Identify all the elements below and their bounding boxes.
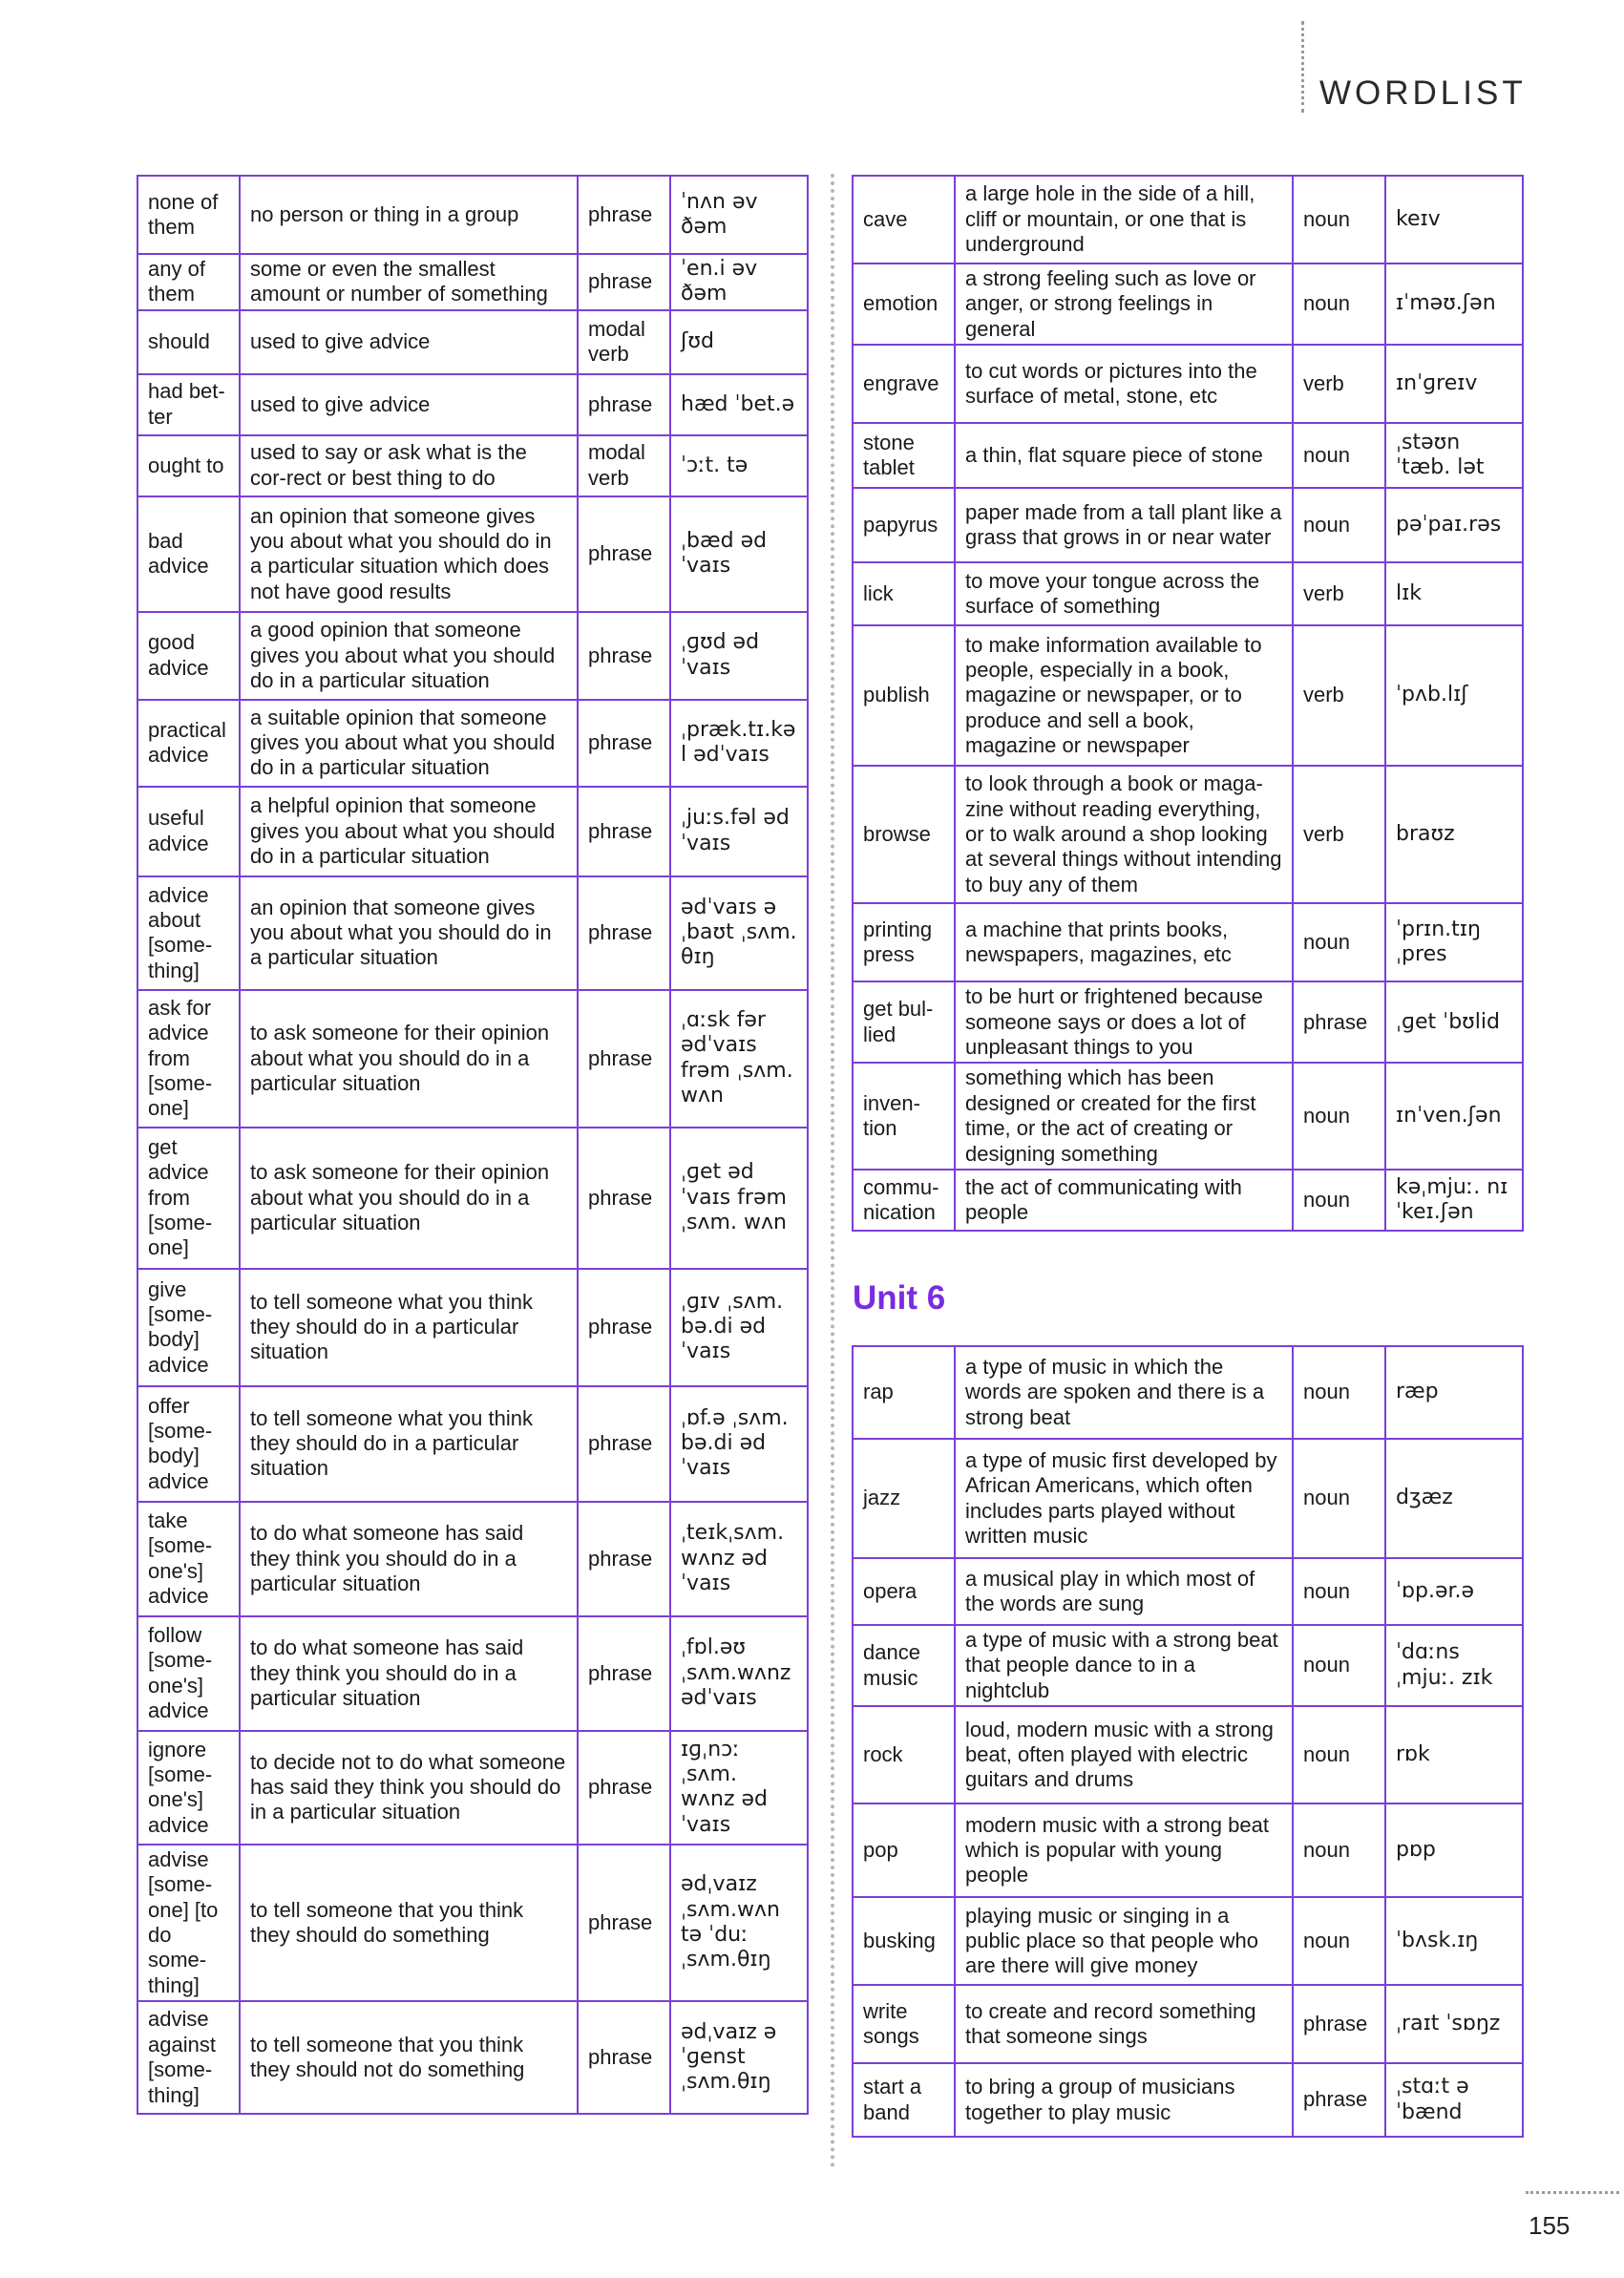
- entry-part-of-speech: phrase: [578, 374, 670, 435]
- entry-part-of-speech: verb: [1293, 766, 1385, 903]
- entry-definition: to make information available to people, especially in a book, magazine or newspaper, or to produce and sell a book, magazine or newspaper: [955, 625, 1293, 766]
- wordlist-row: [137, 1269, 808, 1386]
- wordlist-row: [137, 1845, 808, 2001]
- entry-definition: a strong feeling such as love or anger, or strong feelings in general: [955, 264, 1293, 345]
- entry-definition: an opinion that someone gives you about what you should do in a particular situation: [240, 876, 578, 990]
- entry-part-of-speech: noun: [1293, 488, 1385, 562]
- entry-word: useful advice: [137, 787, 240, 876]
- entry-part-of-speech: noun: [1293, 1625, 1385, 1706]
- entry-word: good advice: [137, 612, 240, 700]
- entry-part-of-speech: phrase: [578, 1269, 670, 1386]
- entry-pronunciation: ˈɔːt. tə: [670, 435, 808, 496]
- entry-part-of-speech: phrase: [578, 496, 670, 612]
- entry-part-of-speech: phrase: [1293, 2063, 1385, 2137]
- entry-pronunciation: ˌɡet ˈbʊlid: [1385, 981, 1523, 1063]
- entry-part-of-speech: noun: [1293, 1346, 1385, 1439]
- entry-pronunciation: pɒp: [1385, 1803, 1523, 1897]
- entry-definition: playing music or singing in a public place so that people who are there will give money: [955, 1897, 1293, 1985]
- entry-word: browse: [853, 766, 955, 903]
- entry-word: papyrus: [853, 488, 955, 562]
- entry-word: ought to: [137, 435, 240, 496]
- entry-pronunciation: ˈprɪn.tɪŋ ˌpres: [1385, 903, 1523, 981]
- wordlist-row: [853, 1558, 1523, 1625]
- entry-pronunciation: ədˌvaɪz əˈɡenst ˌsʌm.θɪŋ: [670, 2001, 808, 2114]
- entry-pronunciation: ˈnʌn əv ðəm: [670, 176, 808, 254]
- entry-word: rock: [853, 1706, 955, 1803]
- entry-pronunciation: ɪɡˌnɔː ˌsʌm. wʌnz ədˈvaɪs: [670, 1731, 808, 1845]
- entry-word: had bet-ter: [137, 374, 240, 435]
- wordlist-row: [853, 1439, 1523, 1558]
- entry-part-of-speech: verb: [1293, 345, 1385, 423]
- entry-definition: a type of music in which the words are spoken and there is a strong beat: [955, 1346, 1293, 1439]
- section-heading: Unit 6: [853, 1279, 946, 1317]
- wordlist-row: [853, 1346, 1523, 1439]
- wordlist-row: [137, 2001, 808, 2114]
- entry-part-of-speech: noun: [1293, 176, 1385, 264]
- wordlist-row: [853, 981, 1523, 1063]
- entry-word: bad advice: [137, 496, 240, 612]
- entry-word: stone tablet: [853, 423, 955, 488]
- entry-part-of-speech: phrase: [578, 1731, 670, 1845]
- entry-pronunciation: pəˈpaɪ.rəs: [1385, 488, 1523, 562]
- wordlist-row: [853, 488, 1523, 562]
- wordlist-row: [137, 435, 808, 496]
- entry-word: opera: [853, 1558, 955, 1625]
- wordlist-row: [853, 1625, 1523, 1706]
- entry-part-of-speech: phrase: [1293, 981, 1385, 1063]
- entry-part-of-speech: phrase: [578, 700, 670, 787]
- entry-word: printing press: [853, 903, 955, 981]
- entry-definition: to bring a group of musicians together to play music: [955, 2063, 1293, 2137]
- entry-pronunciation: lɪk: [1385, 562, 1523, 625]
- wordlist-row: [137, 310, 808, 374]
- entry-word: practical advice: [137, 700, 240, 787]
- entry-part-of-speech: noun: [1293, 423, 1385, 488]
- wordlist-table-unit6: [852, 1345, 1524, 2138]
- entry-word: emotion: [853, 264, 955, 345]
- entry-definition: to do what someone has said they think you should do in a particular situation: [240, 1502, 578, 1616]
- entry-pronunciation: ˈpʌb.lɪʃ: [1385, 625, 1523, 766]
- entry-part-of-speech: phrase: [578, 1386, 670, 1502]
- entry-pronunciation: ɪˈməʊ.ʃən: [1385, 264, 1523, 345]
- running-header: WORDLIST: [1319, 74, 1527, 112]
- entry-definition: paper made from a tall plant like a grass that grows in or near water: [955, 488, 1293, 562]
- entry-definition: to tell someone what you think they should do in a particular situation: [240, 1386, 578, 1502]
- wordlist-row: [853, 264, 1523, 345]
- entry-part-of-speech: verb: [1293, 625, 1385, 766]
- entry-definition: to look through a book or maga-zine without reading everything, or to walk around a shop looking at several things without intending to buy any of them: [955, 766, 1293, 903]
- wordlist-row: [853, 423, 1523, 488]
- entry-definition: a musical play in which most of the words are sung: [955, 1558, 1293, 1625]
- entry-definition: the act of communicating with people: [955, 1170, 1293, 1231]
- entry-pronunciation: hæd ˈbet.ə: [670, 374, 808, 435]
- entry-part-of-speech: phrase: [578, 990, 670, 1128]
- entry-definition: a suitable opinion that someone gives you about what you should do in a particular situation: [240, 700, 578, 787]
- entry-definition: something which has been designed or created for the first time, or the act of creating or designing something: [955, 1063, 1293, 1170]
- entry-word: inven-tion: [853, 1063, 955, 1170]
- entry-pronunciation: braʊz: [1385, 766, 1523, 903]
- entry-definition: used to give advice: [240, 310, 578, 374]
- entry-word: start a band: [853, 2063, 955, 2137]
- entry-part-of-speech: phrase: [578, 1616, 670, 1731]
- entry-pronunciation: ˈdɑːns ˌmjuː. zɪk: [1385, 1625, 1523, 1706]
- wordlist-row: [137, 1616, 808, 1731]
- entry-pronunciation: ɪnˈven.ʃən: [1385, 1063, 1523, 1170]
- entry-definition: a type of music first developed by African Americans, which often includes parts played without written music: [955, 1439, 1293, 1558]
- entry-part-of-speech: modal verb: [578, 310, 670, 374]
- entry-part-of-speech: noun: [1293, 1439, 1385, 1558]
- entry-word: advise against [some-thing]: [137, 2001, 240, 2114]
- entry-word: publish: [853, 625, 955, 766]
- header-divider: [1301, 21, 1304, 113]
- wordlist-row: [853, 562, 1523, 625]
- entry-definition: to cut words or pictures into the surface of metal, stone, etc: [955, 345, 1293, 423]
- entry-part-of-speech: phrase: [578, 1845, 670, 2001]
- entry-word: get bul-lied: [853, 981, 955, 1063]
- entry-definition: to ask someone for their opinion about what you should do in a particular situation: [240, 1128, 578, 1269]
- wordlist-row: [137, 374, 808, 435]
- entry-part-of-speech: noun: [1293, 1803, 1385, 1897]
- entry-word: commu-nication: [853, 1170, 955, 1231]
- entry-word: get advice from [some-one]: [137, 1128, 240, 1269]
- entry-pronunciation: ˌpræk.tɪ.kəl ədˈvaɪs: [670, 700, 808, 787]
- entry-pronunciation: ˌjuːs.fəl ədˈvaɪs: [670, 787, 808, 876]
- entry-definition: a good opinion that someone gives you about what you should do in a particular situation: [240, 612, 578, 700]
- entry-word: advice about [some-thing]: [137, 876, 240, 990]
- wordlist-row: [137, 176, 808, 254]
- wordlist-row: [137, 612, 808, 700]
- entry-part-of-speech: noun: [1293, 1558, 1385, 1625]
- wordlist-row: [137, 990, 808, 1128]
- entry-definition: to tell someone that you think they should not do something: [240, 2001, 578, 2114]
- entry-word: ask for advice from [some-one]: [137, 990, 240, 1128]
- wordlist-row: [137, 1731, 808, 1845]
- entry-pronunciation: kəˌmjuː. nɪˈkeɪ.ʃən: [1385, 1170, 1523, 1231]
- entry-part-of-speech: phrase: [578, 176, 670, 254]
- entry-part-of-speech: phrase: [578, 254, 670, 310]
- entry-pronunciation: ˈbʌsk.ɪŋ: [1385, 1897, 1523, 1985]
- entry-pronunciation: ədˈvaɪs əˌbaʊt ˌsʌm. θɪŋ: [670, 876, 808, 990]
- wordlist-row: [137, 1386, 808, 1502]
- entry-pronunciation: ˌɒf.ə ˌsʌm. bə.di ədˈvaɪs: [670, 1386, 808, 1502]
- entry-definition: a thin, flat square piece of stone: [955, 423, 1293, 488]
- entry-part-of-speech: phrase: [578, 787, 670, 876]
- column-divider: [831, 174, 834, 2169]
- entry-word: advise [some-one] [to do some-thing]: [137, 1845, 240, 2001]
- entry-definition: loud, modern music with a strong beat, often played with electric guitars and drums: [955, 1706, 1293, 1803]
- entry-word: write songs: [853, 1985, 955, 2063]
- entry-word: rap: [853, 1346, 955, 1439]
- wordlist-table-right: [852, 175, 1524, 1232]
- entry-part-of-speech: phrase: [578, 1128, 670, 1269]
- entry-pronunciation: ˈɒp.ər.ə: [1385, 1558, 1523, 1625]
- entry-part-of-speech: noun: [1293, 1706, 1385, 1803]
- wordlist-row: [853, 625, 1523, 766]
- wordlist-row: [853, 903, 1523, 981]
- entry-part-of-speech: verb: [1293, 562, 1385, 625]
- entry-definition: some or even the smallest amount or number of something: [240, 254, 578, 310]
- entry-pronunciation: ˌraɪt ˈsɒŋz: [1385, 1985, 1523, 2063]
- entry-pronunciation: ˌɡɪv ˌsʌm. bə.di ədˈvaɪs: [670, 1269, 808, 1386]
- page-number: 155: [1529, 2211, 1571, 2240]
- wordlist-row: [853, 1170, 1523, 1231]
- wordlist-row: [853, 2063, 1523, 2137]
- wordlist-row: [137, 496, 808, 612]
- entry-pronunciation: ˌstɑːt ə ˈbænd: [1385, 2063, 1523, 2137]
- entry-word: jazz: [853, 1439, 955, 1558]
- entry-part-of-speech: noun: [1293, 264, 1385, 345]
- entry-definition: a machine that prints books, newspapers, magazines, etc: [955, 903, 1293, 981]
- entry-pronunciation: ˌbæd ədˈvaɪs: [670, 496, 808, 612]
- entry-part-of-speech: noun: [1293, 903, 1385, 981]
- entry-word: cave: [853, 176, 955, 264]
- entry-definition: to do what someone has said they think you should do in a particular situation: [240, 1616, 578, 1731]
- entry-definition: to tell someone what you think they should do in a particular situation: [240, 1269, 578, 1386]
- entry-pronunciation: ˈen.i əv ðəm: [670, 254, 808, 310]
- entry-pronunciation: ˌɑːsk fər ədˈvaɪs frəm ˌsʌm. wʌn: [670, 990, 808, 1128]
- entry-part-of-speech: phrase: [578, 1502, 670, 1616]
- entry-definition: to decide not to do what someone has said they think you should do in a particular situation: [240, 1731, 578, 1845]
- wordlist-row: [137, 876, 808, 990]
- entry-definition: used to say or ask what is the cor-rect or best thing to do: [240, 435, 578, 496]
- entry-pronunciation: ˌstəʊn ˈtæb. lət: [1385, 423, 1523, 488]
- wordlist-row: [137, 1502, 808, 1616]
- entry-definition: a type of music with a strong beat that people dance to in a nightclub: [955, 1625, 1293, 1706]
- wordlist-row: [853, 1985, 1523, 2063]
- entry-pronunciation: ədˌvaɪz ˌsʌm.wʌn tə ˈduː ˌsʌm.θɪŋ: [670, 1845, 808, 2001]
- entry-word: busking: [853, 1897, 955, 1985]
- entry-part-of-speech: noun: [1293, 1170, 1385, 1231]
- entry-word: take [some-one's] advice: [137, 1502, 240, 1616]
- entry-pronunciation: ˌteɪkˌsʌm. wʌnz ədˈvaɪs: [670, 1502, 808, 1616]
- entry-part-of-speech: phrase: [578, 2001, 670, 2114]
- entry-word: should: [137, 310, 240, 374]
- entry-pronunciation: ˌfɒl.əʊ ˌsʌm.wʌnz ədˈvaɪs: [670, 1616, 808, 1731]
- entry-word: lick: [853, 562, 955, 625]
- page-number-divider: [1526, 2191, 1619, 2194]
- entry-definition: no person or thing in a group: [240, 176, 578, 254]
- wordlist-table-left: [137, 175, 809, 2115]
- wordlist-row: [137, 1128, 808, 1269]
- entry-part-of-speech: phrase: [578, 876, 670, 990]
- wordlist-row: [853, 1897, 1523, 1985]
- entry-definition: to be hurt or frightened because someone says or does a lot of unpleasant things to you: [955, 981, 1293, 1063]
- entry-word: any of them: [137, 254, 240, 310]
- entry-word: pop: [853, 1803, 955, 1897]
- entry-word: engrave: [853, 345, 955, 423]
- entry-word: ignore [some-one's] advice: [137, 1731, 240, 1845]
- entry-pronunciation: ˌɡʊd ədˈvaɪs: [670, 612, 808, 700]
- entry-part-of-speech: phrase: [578, 612, 670, 700]
- entry-word: none of them: [137, 176, 240, 254]
- wordlist-row: [853, 1803, 1523, 1897]
- entry-definition: a large hole in the side of a hill, cliff or mountain, or one that is underground: [955, 176, 1293, 264]
- entry-pronunciation: ɪnˈɡreɪv: [1385, 345, 1523, 423]
- entry-definition: a helpful opinion that someone gives you about what you should do in a particular situation: [240, 787, 578, 876]
- wordlist-row: [853, 1706, 1523, 1803]
- entry-word: follow [some-one's] advice: [137, 1616, 240, 1731]
- entry-word: dance music: [853, 1625, 955, 1706]
- entry-definition: to move your tongue across the surface of something: [955, 562, 1293, 625]
- entry-definition: to create and record something that someone sings: [955, 1985, 1293, 2063]
- wordlist-row: [853, 766, 1523, 903]
- entry-part-of-speech: phrase: [1293, 1985, 1385, 2063]
- entry-word: give [some-body] advice: [137, 1269, 240, 1386]
- entry-part-of-speech: noun: [1293, 1063, 1385, 1170]
- wordlist-row: [853, 176, 1523, 264]
- entry-part-of-speech: noun: [1293, 1897, 1385, 1985]
- entry-definition: an opinion that someone gives you about what you should do in a particular situation which does not have good results: [240, 496, 578, 612]
- entry-pronunciation: ræp: [1385, 1346, 1523, 1439]
- entry-word: offer [some-body] advice: [137, 1386, 240, 1502]
- entry-pronunciation: rɒk: [1385, 1706, 1523, 1803]
- entry-part-of-speech: modal verb: [578, 435, 670, 496]
- entry-pronunciation: ʃʊd: [670, 310, 808, 374]
- wordlist-row: [137, 700, 808, 787]
- wordlist-row: [853, 345, 1523, 423]
- wordlist-row: [853, 1063, 1523, 1170]
- entry-pronunciation: keɪv: [1385, 176, 1523, 264]
- entry-definition: to ask someone for their opinion about what you should do in a particular situation: [240, 990, 578, 1128]
- entry-definition: modern music with a strong beat which is popular with young people: [955, 1803, 1293, 1897]
- wordlist-row: [137, 254, 808, 310]
- entry-definition: to tell someone that you think they should do something: [240, 1845, 578, 2001]
- entry-pronunciation: dʒæz: [1385, 1439, 1523, 1558]
- entry-pronunciation: ˌɡet ədˈvaɪs frəm ˌsʌm. wʌn: [670, 1128, 808, 1269]
- entry-definition: used to give advice: [240, 374, 578, 435]
- wordlist-row: [137, 787, 808, 876]
